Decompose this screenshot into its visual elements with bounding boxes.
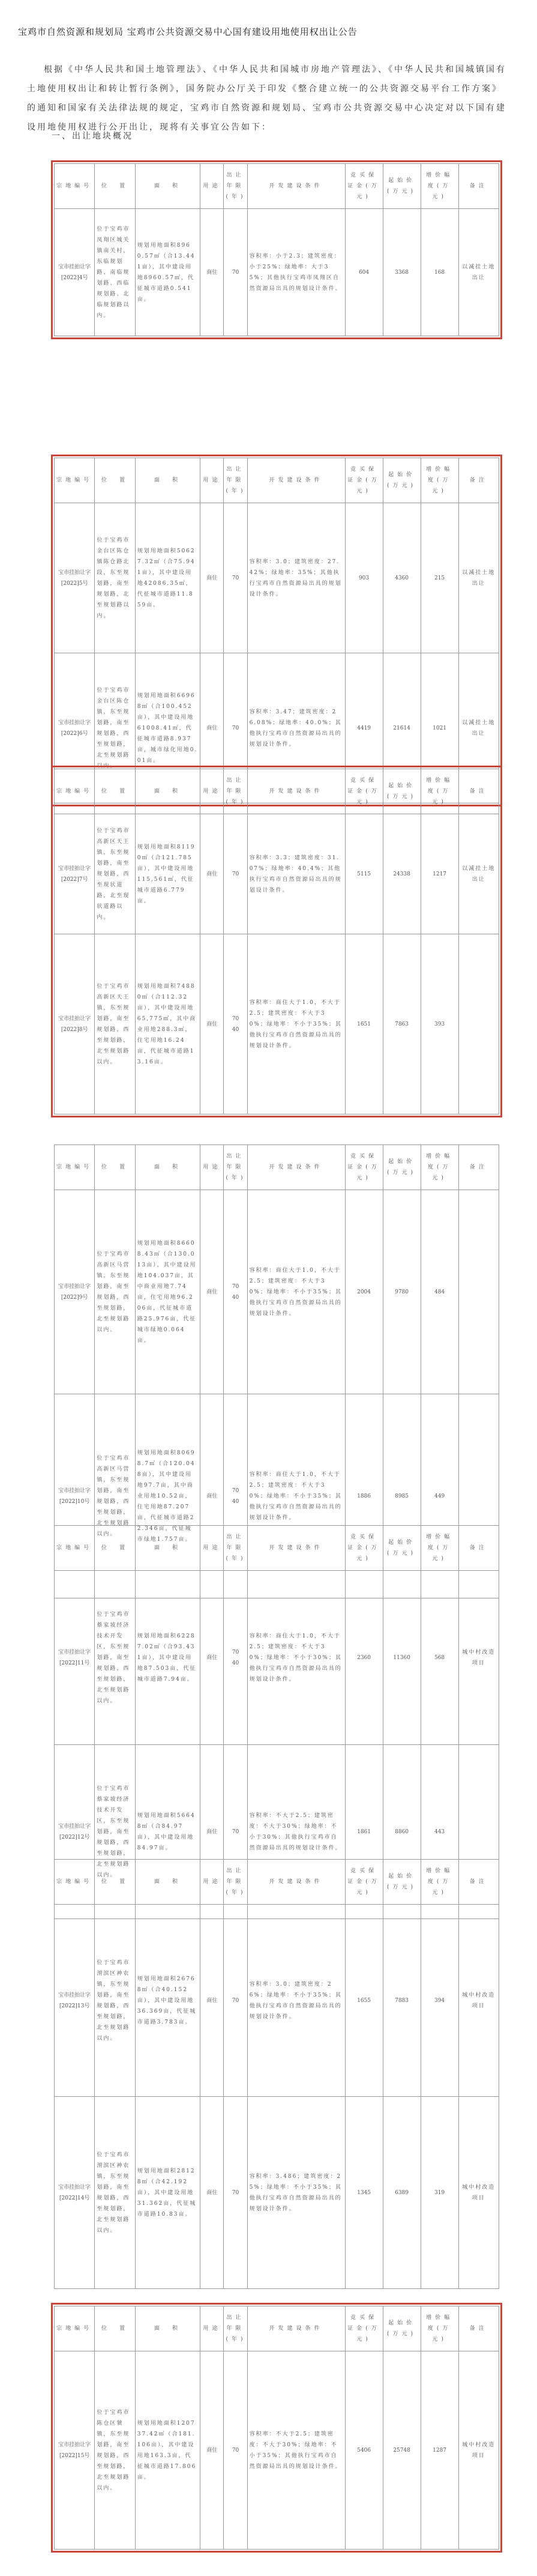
cell-code: 宝市挂拍让字[2022]14号 xyxy=(55,2097,95,2289)
table-header-row xyxy=(55,769,499,814)
cell-start-price: 7863 xyxy=(383,934,421,1114)
header-use: 用途 xyxy=(200,458,224,503)
cell-conditions: 容积率：3.0；建筑密度：27.42%；绿地率：35%；其他执行宝鸡市自然资源局出具的规划设计条件。 xyxy=(247,503,345,653)
cell-conditions: 容积率：商住大于1.0，不大于2.5；建筑密度：不大于30%；绿地率：不小于35%；其他执行宝鸡市自然资源局出具的规划设计条件。 xyxy=(247,934,345,1114)
notice-title: 宝鸡市自然资源和规划局 宝鸡市公共资源交易中心国有建设用地使用权出让公告 xyxy=(18,26,358,37)
header-code: 宗地编号 xyxy=(55,2306,95,2351)
table-row xyxy=(55,1905,499,2097)
table-row xyxy=(55,814,499,934)
header-remark: 备注 xyxy=(458,458,499,503)
header-term: 出让年限(年) xyxy=(224,2306,247,2351)
parcel-block xyxy=(54,1859,499,2289)
cell-remark xyxy=(458,934,499,1114)
cell-use: 商住 xyxy=(200,653,224,803)
header-term: 出让年限(年) xyxy=(224,1860,247,1905)
header-increment: 增价幅度(万元) xyxy=(421,769,458,814)
header-term: 出让年限(年) xyxy=(224,458,247,503)
cell-area: 规划用地面积50627.32㎡（合75.941亩），其中建设用地42086.35㎡，代征城市道路11.859亩。 xyxy=(135,503,200,653)
cell-term: 70 xyxy=(224,503,247,653)
header-code: 宗地编号 xyxy=(55,1145,95,1190)
table-header-row xyxy=(55,458,499,503)
table-row xyxy=(55,2351,499,2550)
header-remark: 备注 xyxy=(458,1145,499,1190)
cell-remark: 城中村改造项目 xyxy=(458,1571,499,1745)
cell-location: 位于宝鸡市凤翔区城关镇南关村，东临规划路、南临规划路、西临规划路、北临规划路以内。 xyxy=(95,209,135,336)
header-location: 位 置 xyxy=(95,164,135,209)
table-row xyxy=(55,934,499,1114)
header-area: 面 积 xyxy=(135,1526,200,1571)
cell-area: 规划用地面积26768㎡（合40.152亩），其中建设用地36.369亩，代征城市道路3.783亩。 xyxy=(135,1905,200,2097)
cell-location: 位于宝鸡市渭滨区神农镇，东至规划路，南至规划路，西至规划路，北至规划路以内。 xyxy=(95,2097,135,2289)
header-use: 用途 xyxy=(200,2306,224,2351)
header-bond: 竞买保证金(万元) xyxy=(345,769,383,814)
header-remark: 备注 xyxy=(458,164,499,209)
cell-location: 位于宝鸡市高新区马营镇，东至规划路，南至规划路，西至规划路，北至规划路以内。 xyxy=(95,1190,135,1394)
table-header-row xyxy=(55,1860,499,1905)
cell-bond: 5406 xyxy=(345,2351,383,2550)
cell-bond: 1345 xyxy=(345,2097,383,2289)
table-header-row xyxy=(55,2306,499,2351)
cell-conditions: 容积率：3.47；建筑密度：26.08%；绿地率：40.0%；其他执行宝鸡市自然资源局出具的规划设计条件。 xyxy=(247,653,345,803)
cell-remark: 城中村改造项目 xyxy=(458,2351,499,2550)
cell-remark: 以减挂土地出让 xyxy=(458,814,499,934)
cell-increment: 443 xyxy=(421,1745,458,1919)
section-heading: 一、出让地块概况 xyxy=(52,132,133,141)
header-code: 宗地编号 xyxy=(55,1860,95,1905)
cell-location: 位于宝鸡市高新区天王镇，东至规划路，南至规划路，西至规划路，北至规划路以内。 xyxy=(95,934,135,1114)
header-area: 面 积 xyxy=(135,458,200,503)
cell-code: 宝市挂拍让字[2022]9号 xyxy=(55,1190,95,1394)
cell-conditions: 容积率：商住大于1.0，不大于2.5；建筑密度：不大于30%；绿地率：不小于35%；其他执行宝鸡市自然资源局出具的规划设计条件。 xyxy=(247,1394,345,1598)
parcel-table xyxy=(54,1859,499,2289)
parcel-block xyxy=(54,769,499,1114)
cell-code: 宝市挂拍让字[2022]11号 xyxy=(55,1571,95,1745)
cell-area: 规划用地面积62287.02㎡（合93.431亩），其中建设用地87.503亩，代征城市道路7.94亩。 xyxy=(135,1571,200,1745)
cell-code: 宝市挂拍让字[2022]4号 xyxy=(55,209,95,336)
cell-area: 规划用地面积74880㎡（合112.32亩），其中建设用地65,775㎡，其中商业用地288.3㎡，住宅用地16.24亩，代征城市道路13.16亩。 xyxy=(135,934,200,1114)
header-location: 位 置 xyxy=(95,769,135,814)
cell-location: 位于宝鸡市陈仓区虢镇，东至规划路，南至规划路，西至规划路，北至规划路以内。 xyxy=(95,2351,135,2550)
table-header-row xyxy=(55,1526,499,1571)
cell-bond: 604 xyxy=(345,209,383,336)
cell-remark: 以减挂土地出让 xyxy=(458,503,499,653)
cell-location: 位于宝鸡市高新区马营镇，东至规划路，南至规划路，西至规划路，北至规划路以内。 xyxy=(95,1394,135,1598)
cell-start-price: 9780 xyxy=(383,1190,421,1394)
header-start-price: 起始价(万元) xyxy=(383,164,421,209)
header-code: 宗地编号 xyxy=(55,458,95,503)
parcel-block xyxy=(54,163,499,336)
header-location: 位 置 xyxy=(95,1526,135,1571)
cell-bond: 2360 xyxy=(345,1571,383,1745)
header-bond: 竞买保证金(万元) xyxy=(345,2306,383,2351)
cell-start-price: 25748 xyxy=(383,2351,421,2550)
cell-increment: 449 xyxy=(421,1394,458,1598)
parcel-table xyxy=(54,458,499,803)
cell-increment: 484 xyxy=(421,1190,458,1394)
header-location: 位 置 xyxy=(95,458,135,503)
table-row xyxy=(55,2097,499,2289)
cell-start-price: 7883 xyxy=(383,1905,421,2097)
header-code: 宗地编号 xyxy=(55,1526,95,1571)
cell-location: 位于宝鸡市金台区陈仓镇，东至规划路，南至规划路，西至规划路，北至规划路以内。 xyxy=(95,653,135,803)
header-use: 用途 xyxy=(200,1860,224,1905)
cell-increment: 393 xyxy=(421,934,458,1114)
cell-code: 宝市挂拍让字[2022]15号 xyxy=(55,2351,95,2550)
cell-start-price: 8985 xyxy=(383,1394,421,1598)
table-header-row xyxy=(55,1145,499,1190)
cell-area: 规划用地面积80698.7㎡（合120.048亩），其中建设用地97.7亩，其中商业用地10.52亩，住宅用地87.207亩，代征城市道路22.346亩，代征城市绿地1.757亩。 xyxy=(135,1394,200,1598)
cell-conditions: 容积率：3.486；建筑密度：25%；绿地率：不小于35%；其他执行宝鸡市自然资源局出具的规划设计条件。 xyxy=(247,2097,345,2289)
cell-conditions: 容积率：不大于2.5；建筑密度：不大于30%；绿地率：不小于35%；其他执行宝鸡市自然资源局出具的规划设计条件。 xyxy=(247,2351,345,2550)
cell-increment: 168 xyxy=(421,209,458,336)
cell-increment: 215 xyxy=(421,503,458,653)
cell-bond: 1861 xyxy=(345,1745,383,1919)
cell-remark xyxy=(458,1190,499,1394)
header-location: 位 置 xyxy=(95,1145,135,1190)
cell-code: 宝市挂拍让字[2022]6号 xyxy=(55,653,95,803)
cell-location: 位于宝鸡市渭滨区神农镇，东至规划路，南至规划路，西至规划路，北至规划路以内。 xyxy=(95,1905,135,2097)
header-location: 位 置 xyxy=(95,2306,135,2351)
cell-code: 宝市挂拍让字[2022]13号 xyxy=(55,1905,95,2097)
cell-area: 规划用地面积86608.43㎡（合130.013亩），其中建设用地104.037亩，其中商业用地7.74亩，住宅用地96.206亩，代征城市道路25.976亩，代征城市绿地0.064亩。 xyxy=(135,1190,200,1394)
cell-code: 宝市挂拍让字[2022]12号 xyxy=(55,1745,95,1919)
header-increment: 增价幅度(万元) xyxy=(421,1526,458,1571)
cell-increment: 394 xyxy=(421,1905,458,2097)
cell-term: 70 40 xyxy=(224,934,247,1114)
table-row xyxy=(55,1571,499,1745)
header-conditions: 开发建设条件 xyxy=(247,458,345,503)
header-bond: 竞买保证金(万元) xyxy=(345,1526,383,1571)
cell-location: 位于宝鸡市蔡家坡经济技术开发区，东至规划路，南至规划路，西至规划路，北至规划路以内。 xyxy=(95,1745,135,1919)
cell-use: 商住 xyxy=(200,1394,224,1598)
table-row xyxy=(55,1190,499,1394)
cell-use: 商住 xyxy=(200,814,224,934)
header-conditions: 开发建设条件 xyxy=(247,1526,345,1571)
cell-code: 宝市挂拍让字[2022]10号 xyxy=(55,1394,95,1598)
cell-use: 商住 xyxy=(200,1745,224,1919)
cell-bond: 5115 xyxy=(345,814,383,934)
cell-code: 宝市挂拍让字[2022]7号 xyxy=(55,814,95,934)
header-use: 用途 xyxy=(200,164,224,209)
cell-increment: 568 xyxy=(421,1571,458,1745)
cell-conditions: 容积率：商住大于1.0，不大于2.5；建筑密度：不大于30%；绿地率：不小于35%；其他执行宝鸡市自然资源局出具的规划设计条件。 xyxy=(247,1190,345,1394)
cell-term: 70 xyxy=(224,653,247,803)
cell-term: 70 xyxy=(224,209,247,336)
cell-code: 宝市挂拍让字[2022]5号 xyxy=(55,503,95,653)
cell-bond: 1651 xyxy=(345,934,383,1114)
notice-intro: 根据《中华人民共和国土地管理法》、《中华人民共和国城市房地产管理法》、《中华人民共和国城镇国有土地使用权出让和转让暂行条例》，国务院办公厅关于印发《整合建立统一的公共资源交易平台工作方案》的通知和国家有关法律法规的规定，宝鸡市自然资源和规划局、宝鸡市公共资源交易中心决定对以下国有建设用地使用权进行公开出让，现将有关事宜公告如下： xyxy=(27,65,506,132)
table-header-row xyxy=(55,164,499,209)
cell-use: 商住 xyxy=(200,209,224,336)
header-increment: 增价幅度(万元) xyxy=(421,2306,458,2351)
cell-use: 商住 xyxy=(200,934,224,1114)
header-use: 用途 xyxy=(200,1526,224,1571)
parcel-block xyxy=(54,458,499,803)
cell-use: 商住 xyxy=(200,1905,224,2097)
header-use: 用途 xyxy=(200,1145,224,1190)
cell-increment: 1217 xyxy=(421,814,458,934)
header-increment: 增价幅度(万元) xyxy=(421,1145,458,1190)
header-bond: 竞买保证金(万元) xyxy=(345,1860,383,1905)
table-row xyxy=(55,503,499,653)
cell-bond: 1655 xyxy=(345,1905,383,2097)
header-area: 面 积 xyxy=(135,769,200,814)
cell-area: 规划用地面积120737.42㎡（合181.106亩），其中建设用地163.3亩，代征城市道路17.806亩。 xyxy=(135,2351,200,2550)
header-start-price: 起始价(万元) xyxy=(383,2306,421,2351)
parcel-table xyxy=(54,2306,499,2550)
parcel-block xyxy=(54,2306,499,2550)
cell-location: 位于宝鸡市金台区陈仓镇陈仓路北段，东至规划路，南至规划路，北至规划路以内。 xyxy=(95,503,135,653)
cell-conditions: 容积率：小于2.3；建筑密度：小于25%；绿地率：大于35%；其他执行宝鸡市凤翔区自然资源局出具的规划设计条件。 xyxy=(247,209,345,336)
header-location: 位 置 xyxy=(95,1860,135,1905)
cell-start-price: 24338 xyxy=(383,814,421,934)
cell-conditions: 容积率：3.0；建筑密度：26%；绿地率：不小于35%；其他执行宝鸡市自然资源局出具的规划设计条件。 xyxy=(247,1905,345,2097)
header-increment: 增价幅度(万元) xyxy=(421,164,458,209)
cell-term: 70 40 xyxy=(224,1571,247,1745)
header-remark: 备注 xyxy=(458,2306,499,2351)
header-bond: 竞买保证金(万元) xyxy=(345,458,383,503)
header-start-price: 起始价(万元) xyxy=(383,1145,421,1190)
header-use: 用途 xyxy=(200,769,224,814)
cell-area: 规划用地面积81190㎡（合121.785亩），其中建设用地115,561㎡，代征城市道路6.779亩。 xyxy=(135,814,200,934)
cell-term: 70 xyxy=(224,2097,247,2289)
cell-use: 商住 xyxy=(200,1571,224,1745)
cell-remark: 城中村改造项目 xyxy=(458,2097,499,2289)
cell-start-price: 21614 xyxy=(383,653,421,803)
cell-start-price: 8860 xyxy=(383,1745,421,1919)
header-bond: 竞买保证金(万元) xyxy=(345,164,383,209)
cell-term: 70 40 xyxy=(224,1394,247,1598)
cell-location: 位于宝鸡市蔡家坡经济技术开发区，东至规划路，南至规划路，西至规划路，北至规划路以内。 xyxy=(95,1571,135,1745)
cell-bond: 4419 xyxy=(345,653,383,803)
cell-bond: 903 xyxy=(345,503,383,653)
header-term: 出让年限(年) xyxy=(224,164,247,209)
header-remark: 备注 xyxy=(458,1860,499,1905)
table-row xyxy=(55,209,499,336)
header-code: 宗地编号 xyxy=(55,769,95,814)
cell-start-price: 4360 xyxy=(383,503,421,653)
cell-location: 位于宝鸡市高新区天王镇，东至规划路，南至规划路，西至现状道路，北至现状道路以内。 xyxy=(95,814,135,934)
header-remark: 备注 xyxy=(458,769,499,814)
cell-conditions: 容积率：3.3；建筑密度：31.07%；绿地率：40.4%；其他执行宝鸡市自然资源局出具的规划设计条件。 xyxy=(247,814,345,934)
cell-conditions: 容积率：不大于2.5；建筑密度：不大于30%；绿地率：不小于30%；其他执行宝鸡市自然资源局出具的规划设计条件。 xyxy=(247,1745,345,1919)
header-area: 面 积 xyxy=(135,1145,200,1190)
parcel-table xyxy=(54,769,499,1114)
header-remark: 备注 xyxy=(458,1526,499,1571)
cell-increment: 319 xyxy=(421,2097,458,2289)
header-increment: 增价幅度(万元) xyxy=(421,458,458,503)
cell-area: 规划用地面积8960.57㎡（合13.441亩），其中建设用地8960.57㎡，代征城市道路0.541亩。 xyxy=(135,209,200,336)
cell-start-price: 3368 xyxy=(383,209,421,336)
cell-area: 规划用地面积28128㎡（合42.192亩），其中建设用地31.362亩，代征城市道路10.83亩。 xyxy=(135,2097,200,2289)
header-conditions: 开发建设条件 xyxy=(247,164,345,209)
cell-use: 商住 xyxy=(200,2097,224,2289)
header-conditions: 开发建设条件 xyxy=(247,1860,345,1905)
header-increment: 增价幅度(万元) xyxy=(421,1860,458,1905)
header-conditions: 开发建设条件 xyxy=(247,769,345,814)
cell-increment: 1287 xyxy=(421,2351,458,2550)
cell-bond: 2004 xyxy=(345,1190,383,1394)
cell-code: 宝市挂拍让字[2022]8号 xyxy=(55,934,95,1114)
cell-start-price: 11360 xyxy=(383,1571,421,1745)
cell-remark: 以减挂土地出让 xyxy=(458,209,499,336)
cell-bond: 1886 xyxy=(345,1394,383,1598)
header-area: 面 积 xyxy=(135,2306,200,2351)
header-area: 面 积 xyxy=(135,1860,200,1905)
header-start-price: 起始价(万元) xyxy=(383,458,421,503)
cell-conditions: 容积率：商住大于1.0，不大于2.5；建筑密度：不大于30%；绿地率：不小于30%；其他执行宝鸡市自然资源局出具的规划设计条件。 xyxy=(247,1571,345,1745)
cell-term: 70 xyxy=(224,1905,247,2097)
cell-remark: 城中村改造项目 xyxy=(458,1905,499,2097)
header-bond: 竞买保证金(万元) xyxy=(345,1145,383,1190)
header-code: 宗地编号 xyxy=(55,164,95,209)
header-start-price: 起始价(万元) xyxy=(383,769,421,814)
cell-term: 70 40 xyxy=(224,1190,247,1394)
cell-term: 70 xyxy=(224,814,247,934)
header-term: 出让年限(年) xyxy=(224,1526,247,1571)
cell-remark: 以减挂土地出让 xyxy=(458,653,499,803)
cell-use: 商住 xyxy=(200,503,224,653)
parcel-table xyxy=(54,163,499,336)
header-area: 面 积 xyxy=(135,164,200,209)
cell-area: 规划用地面积66968㎡（合100.452亩），其中建设用地61008.41㎡，代征城市道路8.937亩，城市绿化用地0.01亩。 xyxy=(135,653,200,803)
cell-term: 70 xyxy=(224,2351,247,2550)
cell-use: 商住 xyxy=(200,2351,224,2550)
header-start-price: 起始价(万元) xyxy=(383,1526,421,1571)
header-term: 出让年限(年) xyxy=(224,1145,247,1190)
cell-area: 规划用地面积56648㎡（合84.97亩），其中建设用地84.97亩。 xyxy=(135,1745,200,1919)
header-term: 出让年限(年) xyxy=(224,769,247,814)
cell-use: 商住 xyxy=(200,1190,224,1394)
header-start-price: 起始价(万元) xyxy=(383,1860,421,1905)
cell-increment: 1021 xyxy=(421,653,458,803)
cell-start-price: 6389 xyxy=(383,2097,421,2289)
header-conditions: 开发建设条件 xyxy=(247,1145,345,1190)
header-conditions: 开发建设条件 xyxy=(247,2306,345,2351)
cell-term: 70 xyxy=(224,1745,247,1919)
